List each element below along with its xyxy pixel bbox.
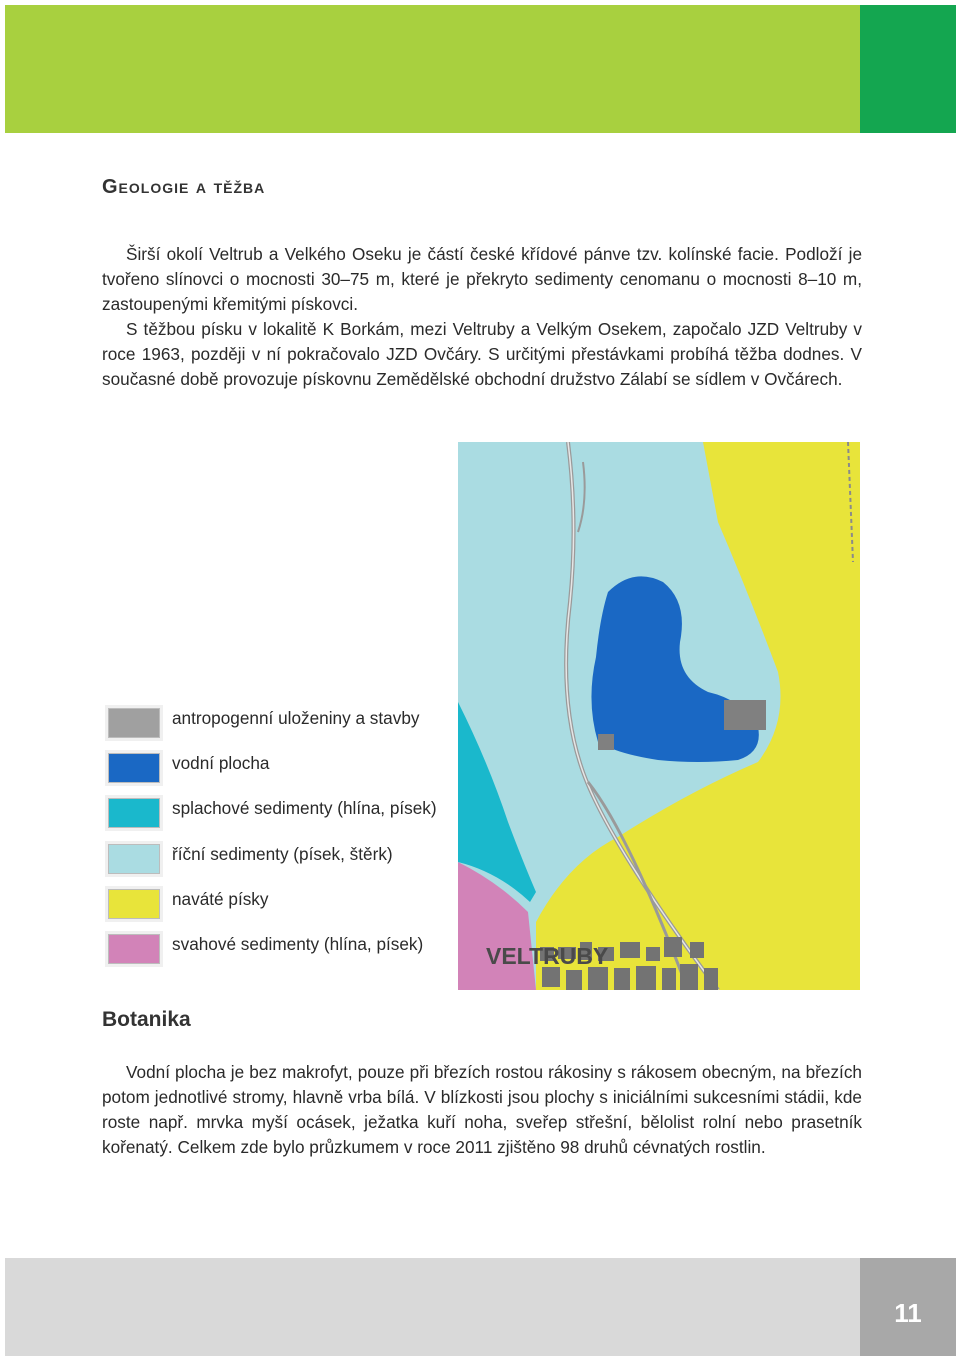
section-title-botanika: Botanika: [102, 1008, 191, 1031]
header-accent-block: [860, 5, 956, 133]
map-anthropogenic-patch-small: [598, 734, 614, 750]
legend-swatch-wash: [108, 798, 160, 828]
map-town-label: VELTRUBY: [486, 943, 609, 969]
geologie-paragraph-2: S těžbou písku v lokalitě K Borkám, mezi Veltruby a Velkým Osekem, započalo JZD Veltruby v roce 1963, později v ní pokračovalo JZD Ovčáry. S určitými přestávkami probíhá těžba dodnes. V současné době provozuje pískovnu Zemědělské obchodní družstvo Zálabí se sídlem v Ovčárech.: [102, 319, 862, 389]
header-accent-bar: [5, 5, 860, 133]
legend-swatch-slope: [108, 934, 160, 964]
legend-label: naváté písky: [172, 889, 269, 909]
geology-map: [458, 442, 860, 990]
legend-label: vodní plocha: [172, 753, 270, 773]
legend-swatch-windblown: [108, 889, 160, 919]
legend-swatch-river: [108, 844, 160, 874]
botanika-paragraph: Vodní plocha je bez makrofyt, pouze při březích rostou rákosiny s rákosem obecným, na březích potom jednotlivé stromy, hlavně vrba bílá. V blízkosti jsou plochy s iniciálními sukcesními stádii, kde roste např. mrvka myší ocásek, ježatka kuří noha, sveřep střešní, bělolist rolní nebo prasetník kořenatý. Celkem zde bylo průzkumem v roce 2011 zjištěno 98 druhů cévnatých rostlin.: [102, 1062, 862, 1157]
geologie-paragraph-1: Širší okolí Veltrub a Velkého Oseku je částí české křídové pánve tzv. kolínské facie. Podloží je tvořeno slínovci o mocnosti 30–75 m, které je překryto sedimenty cenomanu o mocnosti 8–10 m, zastoupenými křemitými pískovci.: [102, 244, 862, 314]
legend-label: říční sedimenty (písek, štěrk): [172, 844, 393, 864]
legend-swatch-water: [108, 753, 160, 783]
map-anthropogenic-patch: [724, 700, 766, 730]
page-number: 11: [894, 1298, 922, 1328]
legend-label: antropogenní uloženiny a stavby: [172, 708, 420, 728]
legend-swatch-anthropogenic: [108, 708, 160, 738]
legend-label: svahové sedimenty (hlína, písek): [172, 934, 424, 954]
footer-bar: [5, 1258, 860, 1356]
section-title-geologie: Geologie a těžba: [102, 176, 266, 198]
page-number-box: [860, 1258, 956, 1356]
legend-label: splachové sedimenty (hlína, písek): [172, 798, 437, 818]
geology-map-svg: [458, 442, 860, 990]
